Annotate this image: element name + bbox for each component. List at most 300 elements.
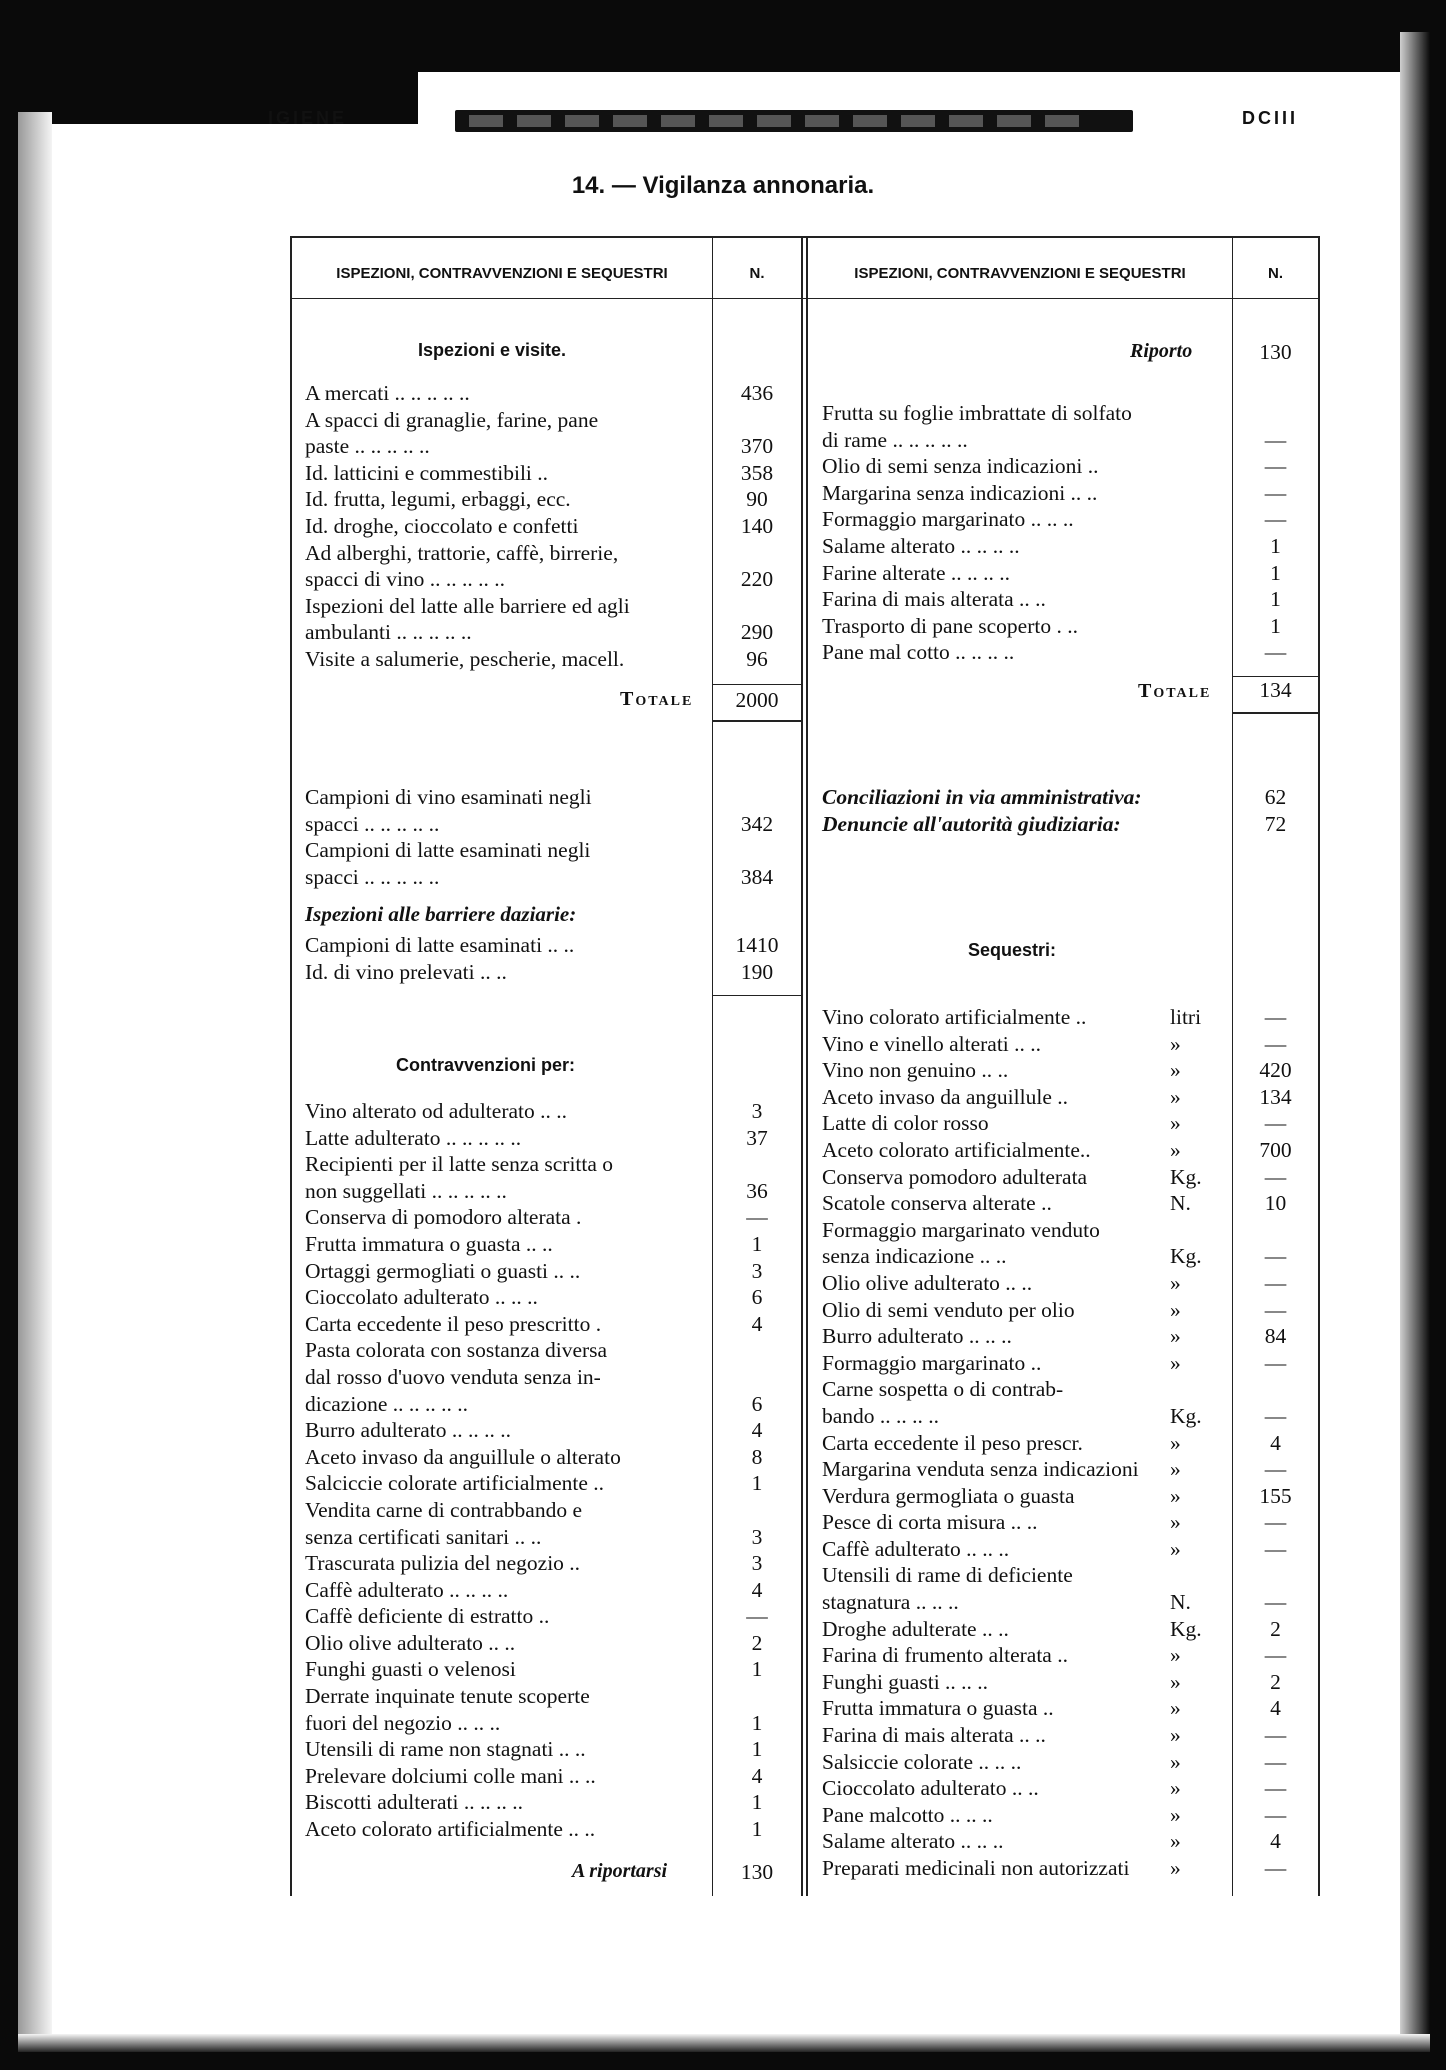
riporto-total-label: Totale [1138,680,1212,702]
sequestro-row-unit: » [1170,1084,1181,1109]
sequestro-row [822,1695,1302,1722]
sequestro-row-unit: » [1170,1696,1181,1721]
campioni-row [305,837,785,864]
sequestro-row-label: Farina di mais alterata .. .. [822,1723,1046,1748]
contravvenzione-row-label: Prelevare dolciumi colle mani .. .. [305,1763,596,1788]
contravvenzione-row-label: fuori del negozio .. .. .. [305,1710,501,1735]
sequestro-row-label: Conserva pomodoro adulterata [822,1164,1088,1189]
contravvenzione-row-label: dicazione .. .. .. .. .. [305,1391,468,1416]
sequestro-row-label: senza indicazione .. .. [822,1244,1007,1269]
ispezioni-row [305,460,785,487]
sequestro-row-value: — [1264,1643,1287,1668]
sequestro-row-label: Aceto colorato artificialmente.. [822,1137,1091,1162]
conciliazione-row-value: 62 [1264,785,1287,809]
ispezioni-row-label: Id. frutta, legumi, erbaggi, ecc. [305,487,571,512]
contravvenzione-row [305,1151,785,1178]
sequestro-row-unit: » [1170,1457,1181,1482]
campioni-row [305,864,785,891]
ispezioni-row [305,593,785,620]
contravvenzione-row-value: — [746,1205,768,1230]
riporto-row-label: Farina di mais alterata .. .. [822,587,1046,612]
sequestro-row-value: — [1264,1111,1287,1136]
campioni-row [305,784,785,811]
contravvenzione-row [305,1337,785,1364]
sequestro-row-value: 700 [1259,1137,1292,1162]
contravvenzione-row [305,1284,785,1311]
campioni-row-label: Campioni di vino esaminati negli [305,785,592,809]
sequestro-row [822,1110,1302,1137]
sequestro-row-value: — [1264,1590,1287,1615]
sequestro-row [822,1270,1302,1297]
riporto-row-value: — [1264,480,1287,505]
contravvenzione-row-label: Biscotti adulterati .. .. .. .. [305,1790,523,1815]
ispezioni-row-label: Ad alberghi, trattorie, caffè, birrerie, [305,540,619,565]
ispezioni-row [305,540,785,567]
sequestro-row [822,1057,1302,1084]
sequestro-row [822,1403,1302,1430]
riporto-row [822,560,1302,587]
ispezioni-list [305,380,785,673]
riporto-row [822,480,1302,507]
sequestro-row-value: 4 [1270,1430,1281,1455]
contravvenzione-row-label: Aceto colorato artificialmente .. .. [305,1817,596,1842]
sequestro-row-value: 2 [1270,1616,1281,1641]
sequestro-row [822,1855,1302,1882]
contravvenzione-row-label: Vendita carne di contrabbando e [305,1497,582,1522]
sequestro-row [822,1137,1302,1164]
contravvenzione-row-value: 1 [751,1737,763,1762]
ispezioni-row [305,566,785,593]
contravvenzione-row-value: 3 [751,1099,763,1123]
table-top-border [290,236,1320,238]
scan-shadow-top [390,32,1430,72]
riporto-row-value: — [1264,640,1287,665]
contravvenzione-row [305,1630,785,1657]
contravvenzioni-title: Contravvenzioni per: [396,1055,576,1075]
sequestro-row-value: — [1264,1005,1287,1029]
sequestro-row-label: Droghe adulterate .. .. [822,1616,1009,1641]
sequestro-row-label: Vino colorato artificialmente .. [822,1005,1087,1029]
riporto-row-label: Trasporto di pane scoperto . .. [822,613,1078,638]
contravvenzione-row-label: Caffè adulterato .. .. .. .. [305,1577,509,1602]
sequestro-row [822,1323,1302,1350]
conciliazione-row-label: Conciliazioni in via amministrativa: [822,785,1142,809]
contravvenzione-row [305,1444,785,1471]
ispezioni-row [305,433,785,460]
sequestro-row-label: Formaggio margarinato venduto [822,1217,1100,1242]
campioni-row-label: spacci .. .. .. .. .. [305,811,440,836]
barriere-row [305,959,785,986]
riporto-row [822,453,1302,480]
ispezioni-row-value: 436 [740,381,774,405]
riporto-row [822,533,1302,560]
contravvenzione-row [305,1311,785,1338]
sequestro-row-unit: » [1170,1829,1181,1854]
ispezioni-row-value: 370 [740,434,774,459]
contravvenzione-row-value: 4 [751,1311,763,1336]
campioni-row-value: 342 [740,811,774,836]
contravvenzione-row-value: 3 [751,1258,763,1283]
contravvenzione-row [305,1789,785,1816]
carry-forward-label: A riportarsi [572,1860,668,1882]
contravvenzione-row-value: 36 [746,1178,768,1203]
barriere-row-label: Campioni di latte esaminati .. .. [305,933,575,957]
contravvenzione-row [305,1417,785,1444]
sequestro-row-value: 84 [1264,1324,1287,1349]
sequestro-row-unit: » [1170,1643,1181,1668]
riporto-row-label: Olio di semi senza indicazioni .. [822,454,1099,479]
sequestro-row [822,1456,1302,1483]
riporto-row [822,400,1302,427]
sequestro-row-unit: Kg. [1170,1616,1202,1641]
table-right-border [1318,236,1320,1896]
page-title: 14. — Vigilanza annonaria. [571,172,875,199]
sequestro-row-value: 134 [1259,1084,1292,1109]
riporto-row [822,613,1302,640]
riporto-label: Riporto [1130,340,1193,362]
contravvenzione-row [305,1763,785,1790]
sequestro-row [822,1084,1302,1111]
riporto-row-label: Salame alterato .. .. .. .. [822,533,1020,558]
sequestro-row-label: Carta eccedente il peso prescr. [822,1430,1083,1455]
sequestro-row [822,1376,1302,1403]
barriere-row-value: 190 [740,959,774,984]
contravvenzione-row-label: Latte adulterato .. .. .. .. .. [305,1125,522,1150]
table-left-border [290,236,292,1896]
ispezioni-title: Ispezioni e visite. [418,340,567,360]
center-divider-a [801,236,803,1896]
ispezioni-row-label: A mercati .. .. .. .. .. [305,381,470,405]
contravvenzione-row-label: dal rosso d'uovo venduta senza in- [305,1364,601,1389]
ispezioni-total-value: 2000 [735,688,779,712]
sequestro-row-label: Verdura germogliata o guasta [822,1483,1075,1508]
barriere-row-label: Id. di vino prelevati .. .. [305,959,507,984]
sequestro-row-value: 4 [1270,1696,1281,1721]
sequestro-row-label: Vino e vinello alterati .. .. [822,1031,1042,1056]
contravvenzione-row-label: Ortaggi germogliati o guasti .. .. [305,1258,581,1283]
ispezioni-row [305,646,785,673]
contravvenzione-row-value: 4 [751,1763,763,1788]
contravvenzione-row-label: Cioccolato adulterato .. .. .. [305,1285,538,1310]
sequestro-row-label: Frutta immatura o guasta .. [822,1696,1054,1721]
contravvenzione-row [305,1391,785,1418]
sequestro-row-label: Olio di semi venduto per olio [822,1297,1075,1322]
riporto-row [822,427,1302,454]
riporto-value: 130 [1259,340,1292,364]
contravvenzione-row-value: 1 [751,1710,763,1735]
sequestro-row-value: 420 [1259,1058,1292,1083]
riporto-row-label: di rame .. .. .. .. .. [822,427,968,452]
sequestro-row-label: Pesce di corta misura .. .. [822,1510,1038,1535]
contravvenzione-row [305,1470,785,1497]
sequestro-row-label: Caffè adulterato .. .. .. [822,1536,1010,1561]
sequestro-row-value: — [1264,1749,1287,1774]
riporto-row-value: 1 [1270,560,1281,585]
contravvenzione-row-label: Frutta immatura o guasta .. .. [305,1231,553,1256]
ispezioni-row-value: 290 [740,620,774,645]
riporto-row-label: Margarina senza indicazioni .. .. [822,480,1098,505]
sequestro-row-unit: » [1170,1270,1181,1295]
sequestri-title: Sequestri: [968,940,1057,960]
right-n-header: N. [1268,265,1283,282]
left-total-rule [712,684,801,685]
scan-shadow-left [18,112,52,2052]
sequestro-row-unit: » [1170,1058,1181,1083]
riporto-total-value: 134 [1259,678,1292,702]
scan-shadow-bottom [18,2034,1430,2052]
campioni-list [305,784,785,890]
sequestro-row-unit: » [1170,1802,1181,1827]
conciliazione-row-value: 72 [1264,811,1287,836]
running-head-right: DCIII [1242,108,1299,128]
sequestro-row-value: — [1264,1403,1287,1428]
campioni-row [305,811,785,838]
sequestro-row [822,1616,1302,1643]
sequestro-row-unit: Kg. [1170,1164,1202,1189]
sequestro-row-unit: » [1170,1324,1181,1349]
sequestro-row-unit: Kg. [1170,1244,1202,1269]
riporto-row-value: 1 [1270,613,1281,638]
contravvenzione-row-label: Conserva di pomodoro alterata . [305,1205,582,1230]
sequestro-row-unit: litri [1170,1005,1202,1029]
sequestro-row-label: Scatole conserva alterate .. [822,1191,1052,1216]
ispezioni-row-value: 140 [740,513,774,538]
ispezioni-row-label: ambulanti .. .. .. .. .. [305,620,472,645]
left-desc-header: ISPEZIONI, CONTRAVVENZIONI E SEQUESTRI [336,265,668,282]
sequestro-row [822,1775,1302,1802]
campioni-row-label: Campioni di latte esaminati negli [305,838,591,863]
riporto-row [822,639,1302,666]
sequestro-row [822,1828,1302,1855]
ispezioni-total-label: Totale [620,688,694,710]
sequestro-row-unit: » [1170,1350,1181,1375]
sequestro-row-value: — [1264,1856,1287,1880]
ispezioni-row [305,486,785,513]
scan-shadow-top-left [18,32,418,124]
contravvenzione-row [305,1204,785,1231]
sequestro-row-unit: » [1170,1723,1181,1748]
contravvenzione-row [305,1258,785,1285]
sequestro-row-unit: » [1170,1031,1181,1056]
sequestro-row-label: Farina di frumento alterata .. [822,1643,1068,1668]
barriere-list [305,932,785,985]
contravvenzione-row-label: Caffè deficiente di estratto .. [305,1604,550,1629]
riporto-row [822,586,1302,613]
ispezioni-row [305,619,785,646]
contravvenzione-row-value: 2 [751,1630,763,1655]
riporto-row-label: Formaggio margarinato .. .. .. [822,507,1074,532]
sequestro-row-value: — [1264,1802,1287,1827]
ispezioni-row-value: 220 [740,567,774,592]
scan-shadow-right [1400,32,1430,2052]
contravvenzione-row-label: Funghi guasti o velenosi [305,1657,516,1682]
riporto-row-value: — [1264,454,1287,479]
contravvenzione-row-label: Carta eccedente il peso prescritto . [305,1311,602,1336]
contravvenzione-row [305,1683,785,1710]
sequestro-row-value: — [1264,1536,1287,1561]
sequestro-row-value: 4 [1270,1829,1281,1854]
sequestro-row-label: Formaggio margarinato .. [822,1350,1042,1375]
contravvenzione-row-label: Trascurata pulizia del negozio .. [305,1551,581,1576]
ispezioni-row [305,407,785,434]
sequestro-row-label: Aceto invaso da anguillule .. [822,1084,1068,1109]
sequestro-row-unit: » [1170,1856,1181,1880]
conciliazione-row [822,811,1302,838]
riporto-row-label: Frutta su foglie imbrattate di solfato [822,401,1132,425]
sequestro-row [822,1483,1302,1510]
sequestro-row [822,1749,1302,1776]
sequestro-row-unit: » [1170,1669,1181,1694]
sequestro-row [822,1642,1302,1669]
sequestro-row-value: 155 [1259,1483,1292,1508]
sequestro-row-unit: » [1170,1137,1181,1162]
riporto-row-value: 1 [1270,587,1281,612]
sequestro-row-value: — [1264,1510,1287,1535]
contravvenzione-row-label: Utensili di rame non stagnati .. .. [305,1737,586,1762]
contravvenzione-row-value: 1 [751,1817,763,1842]
contravvenzione-row-label: Burro adulterato .. .. .. .. [305,1418,511,1443]
left-n-header: N. [749,265,765,282]
sequestro-row [822,1536,1302,1563]
center-divider-b [806,236,808,1896]
contravvenzione-row [305,1577,785,1604]
sequestro-row-value: 2 [1270,1669,1281,1694]
ispezioni-row-label: Id. latticini e commestibili .. [305,460,549,485]
sequestro-row-value: — [1264,1270,1287,1295]
sequestro-row-unit: » [1170,1483,1181,1508]
ispezioni-row-label: spacci di vino .. .. .. .. .. [305,567,506,592]
contravvenzione-row-label: Olio olive adulterato .. .. [305,1630,516,1655]
sequestro-row-value: — [1264,1164,1287,1189]
conciliazione-row [822,784,1302,811]
sequestro-row [822,1430,1302,1457]
contravvenzione-row-value: 3 [751,1551,763,1576]
sequestro-row-unit: » [1170,1776,1181,1801]
contravvenzione-row-value: 1 [751,1231,763,1256]
barriere-total-rule [712,995,801,996]
sequestro-row-value: — [1264,1776,1287,1801]
conciliazioni-list [822,784,1302,837]
ispezioni-row [305,380,785,407]
contravvenzione-row [305,1710,785,1737]
sequestro-row-label: bando .. .. .. .. [822,1403,940,1428]
sequestro-row-label: Utensili di rame di deficiente [822,1563,1073,1588]
sequestro-row [822,1669,1302,1696]
sequestro-row-label: Carne sospetta o di contrab- [822,1377,1064,1402]
contravvenzione-row-value: — [746,1604,768,1629]
contravvenzione-row-value: 8 [751,1444,763,1469]
riporto-row-value: — [1264,507,1287,532]
sequestro-row-label: Margarina venduta senza indicazioni [822,1457,1139,1482]
sequestro-row-label: Latte di color rosso [822,1111,989,1136]
barriere-row-value: 1410 [735,933,779,957]
riporto-row-label: Farine alterate .. .. .. .. [822,560,1011,585]
contravvenzione-row [305,1231,785,1258]
contravvenzione-row [305,1125,785,1152]
sequestro-row-unit: » [1170,1297,1181,1322]
contravvenzione-row-value: 4 [751,1418,763,1443]
sequestro-row-value: — [1264,1350,1287,1375]
contravvenzione-row-value: 37 [746,1125,768,1150]
sequestro-row-unit: » [1170,1510,1181,1535]
sequestro-row-value: 10 [1264,1191,1287,1216]
sequestro-row-label: Preparati medicinali non autorizzati [822,1856,1130,1880]
sequestro-row-unit: » [1170,1111,1181,1136]
conciliazione-row-label: Denuncie all'autorità giudiziaria: [822,811,1121,836]
right-total-rule [1232,676,1318,677]
sequestro-row-unit: » [1170,1749,1181,1774]
sequestro-row-label: Vino non genuino .. .. [822,1058,1009,1083]
riporto-row [822,506,1302,533]
sequestro-row [822,1217,1302,1244]
ispezioni-row-value: 96 [746,646,768,671]
sequestro-row-unit: Kg. [1170,1403,1202,1428]
contravvenzione-row [305,1816,785,1843]
left-total-rule-bottom [712,720,801,722]
sequestro-row [822,1509,1302,1536]
ispezioni-row-label: Id. droghe, cioccolato e confetti [305,513,579,538]
contravvenzione-row-label: Recipienti per il latte senza scritta o [305,1152,614,1177]
sequestro-row-label: Salsiccie colorate .. .. .. [822,1749,1022,1774]
ispezioni-row [305,513,785,540]
sequestro-row [822,1350,1302,1377]
campioni-row-value: 384 [740,864,774,889]
sequestro-row-value: — [1264,1457,1287,1482]
sequestro-row-unit: N. [1170,1590,1191,1615]
right-total-rule-bottom [1232,712,1318,714]
contravvenzione-row [305,1736,785,1763]
barriere-title: Ispezioni alle barriere daziarie: [305,902,577,926]
sequestro-row-value: — [1264,1723,1287,1748]
sequestro-row [822,1562,1302,1589]
contravvenzione-row-label: Salciccie colorate artificialmente .. [305,1471,605,1496]
contravvenzione-row [305,1497,785,1524]
campioni-row-label: spacci .. .. .. .. .. [305,864,440,889]
sequestro-row-label: Olio olive adulterato .. .. [822,1270,1033,1295]
sequestro-row [822,1589,1302,1616]
carry-forward-value: 130 [740,1860,774,1884]
contravvenzione-row [305,1098,785,1125]
contravvenzione-row-label: Vino alterato od adulterato .. .. [305,1099,567,1123]
sequestro-row-value: — [1264,1244,1287,1269]
riporto-row-label: Pane mal cotto .. .. .. .. [822,640,1015,665]
sequestro-row [822,1164,1302,1191]
ispezioni-row-label: paste .. .. .. .. .. [305,434,430,459]
riporto-row-value: 1 [1270,533,1281,558]
contravvenzione-row-value: 1 [751,1657,763,1682]
contravvenzione-row-value: 4 [751,1577,763,1602]
contravvenzione-row [305,1603,785,1630]
sequestro-row [822,1297,1302,1324]
ispezioni-row-label: Ispezioni del latte alle barriere ed agli [305,593,630,618]
contravvenzione-row [305,1656,785,1683]
contravvenzione-row [305,1364,785,1391]
header-bottom-border [290,298,1320,299]
sequestro-row-label: Pane malcotto .. .. .. [822,1802,993,1827]
sequestro-row-label: Salame alterato .. .. .. [822,1829,1004,1854]
contravvenzioni-list [305,1098,785,1843]
sequestri-list [822,1004,1302,1882]
contravvenzione-row [305,1524,785,1551]
sequestro-row-label: Burro adulterato .. .. .. [822,1324,1012,1349]
contravvenzione-row-label: Aceto invaso da anguillule o alterato [305,1444,621,1469]
contravvenzione-row-value: 6 [751,1391,763,1416]
sequestro-row [822,1802,1302,1829]
sequestro-row-label: Cioccolato adulterato .. .. [822,1776,1039,1801]
contravvenzione-row-label: non suggellati .. .. .. .. .. [305,1178,507,1203]
contravvenzione-row [305,1178,785,1205]
ispezioni-row-value: 358 [740,460,774,485]
